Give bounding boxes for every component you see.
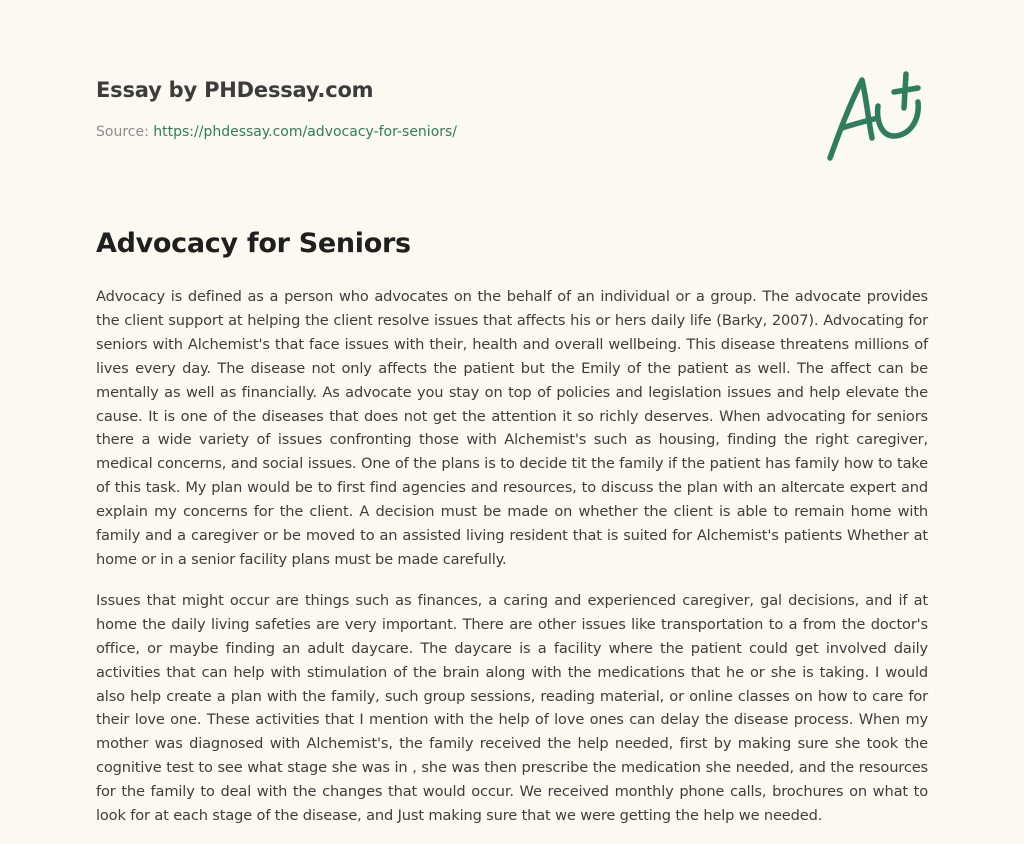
essay-title: Advocacy for Seniors xyxy=(96,228,411,259)
source-label: Source: xyxy=(96,124,154,140)
essay-paragraph: Advocacy is defined as a person who advocates on the behalf of an individual or a group. The advocate provides the client support at helping the client resolve issues that affects his or hers daily life (Barky, 2007). Advocating for seniors with Alchemist's that face issues with their, health and overall wellbeing. This disease threatens millions of lives every day. The disease not only affects the patient but the Emily of the patient as well. The affect can be mentally as well as financially. As advocate you stay on top of policies and legislation issues and help elevate the cause. It is one of the diseases that does not get the attention it so richly deserves. When advocating for seniors there a wide variety of issues confronting those with Alchemist's such as housing, finding the right caregiver, medical concerns, and social issues. One of the plans is to decide tit the family if the patient has family how to take of this task. My plan would be to first find agencies and resources, to discuss the plan with an altercate expert and explain my concerns for the client. A decision must be made on whether the client is able to remain home with family and a caregiver or be moved to an assisted living resident that is suited for Alchemist's patients Whether at home or in a senior facility plans must be made carefully. xyxy=(96,288,928,568)
site-title: Essay by PHDessay.com xyxy=(96,78,374,102)
essay-body xyxy=(96,285,928,844)
source-link[interactable]: https://phdessay.com/advocacy-for-seniors/ xyxy=(153,124,458,140)
source-line xyxy=(96,123,796,141)
page-header xyxy=(96,76,796,141)
essay-paragraph: Issues that might occur are things such as finances, a caring and experienced caregiver, gal decisions, and if at home the daily living safeties are very important. There are other issues like transportation to a from the doctor's office, or maybe finding an adult daycare. The daycare is a facility where the patient could get involved daily activities that can help with stimulation of the brain along with the medications that he or she is taking. I would also help create a plan with the family, such group sessions, reading material, or online classes on how to care for their love one. These activities that I mention with the help of love ones can delay the disease process. When my mother was diagnosed with Alchemist's, the family received the help needed, first by making sure she took the cognitive test to see what stage she was in , she was then prescribe the medication she needed, and the resources for the family to deal with the changes that would occur. We received monthly phone calls, brochures on what to look for at each stage of the disease, and Just making sure that we were getting the help we needed. xyxy=(96,591,928,825)
a-plus-grade-icon xyxy=(820,66,930,166)
